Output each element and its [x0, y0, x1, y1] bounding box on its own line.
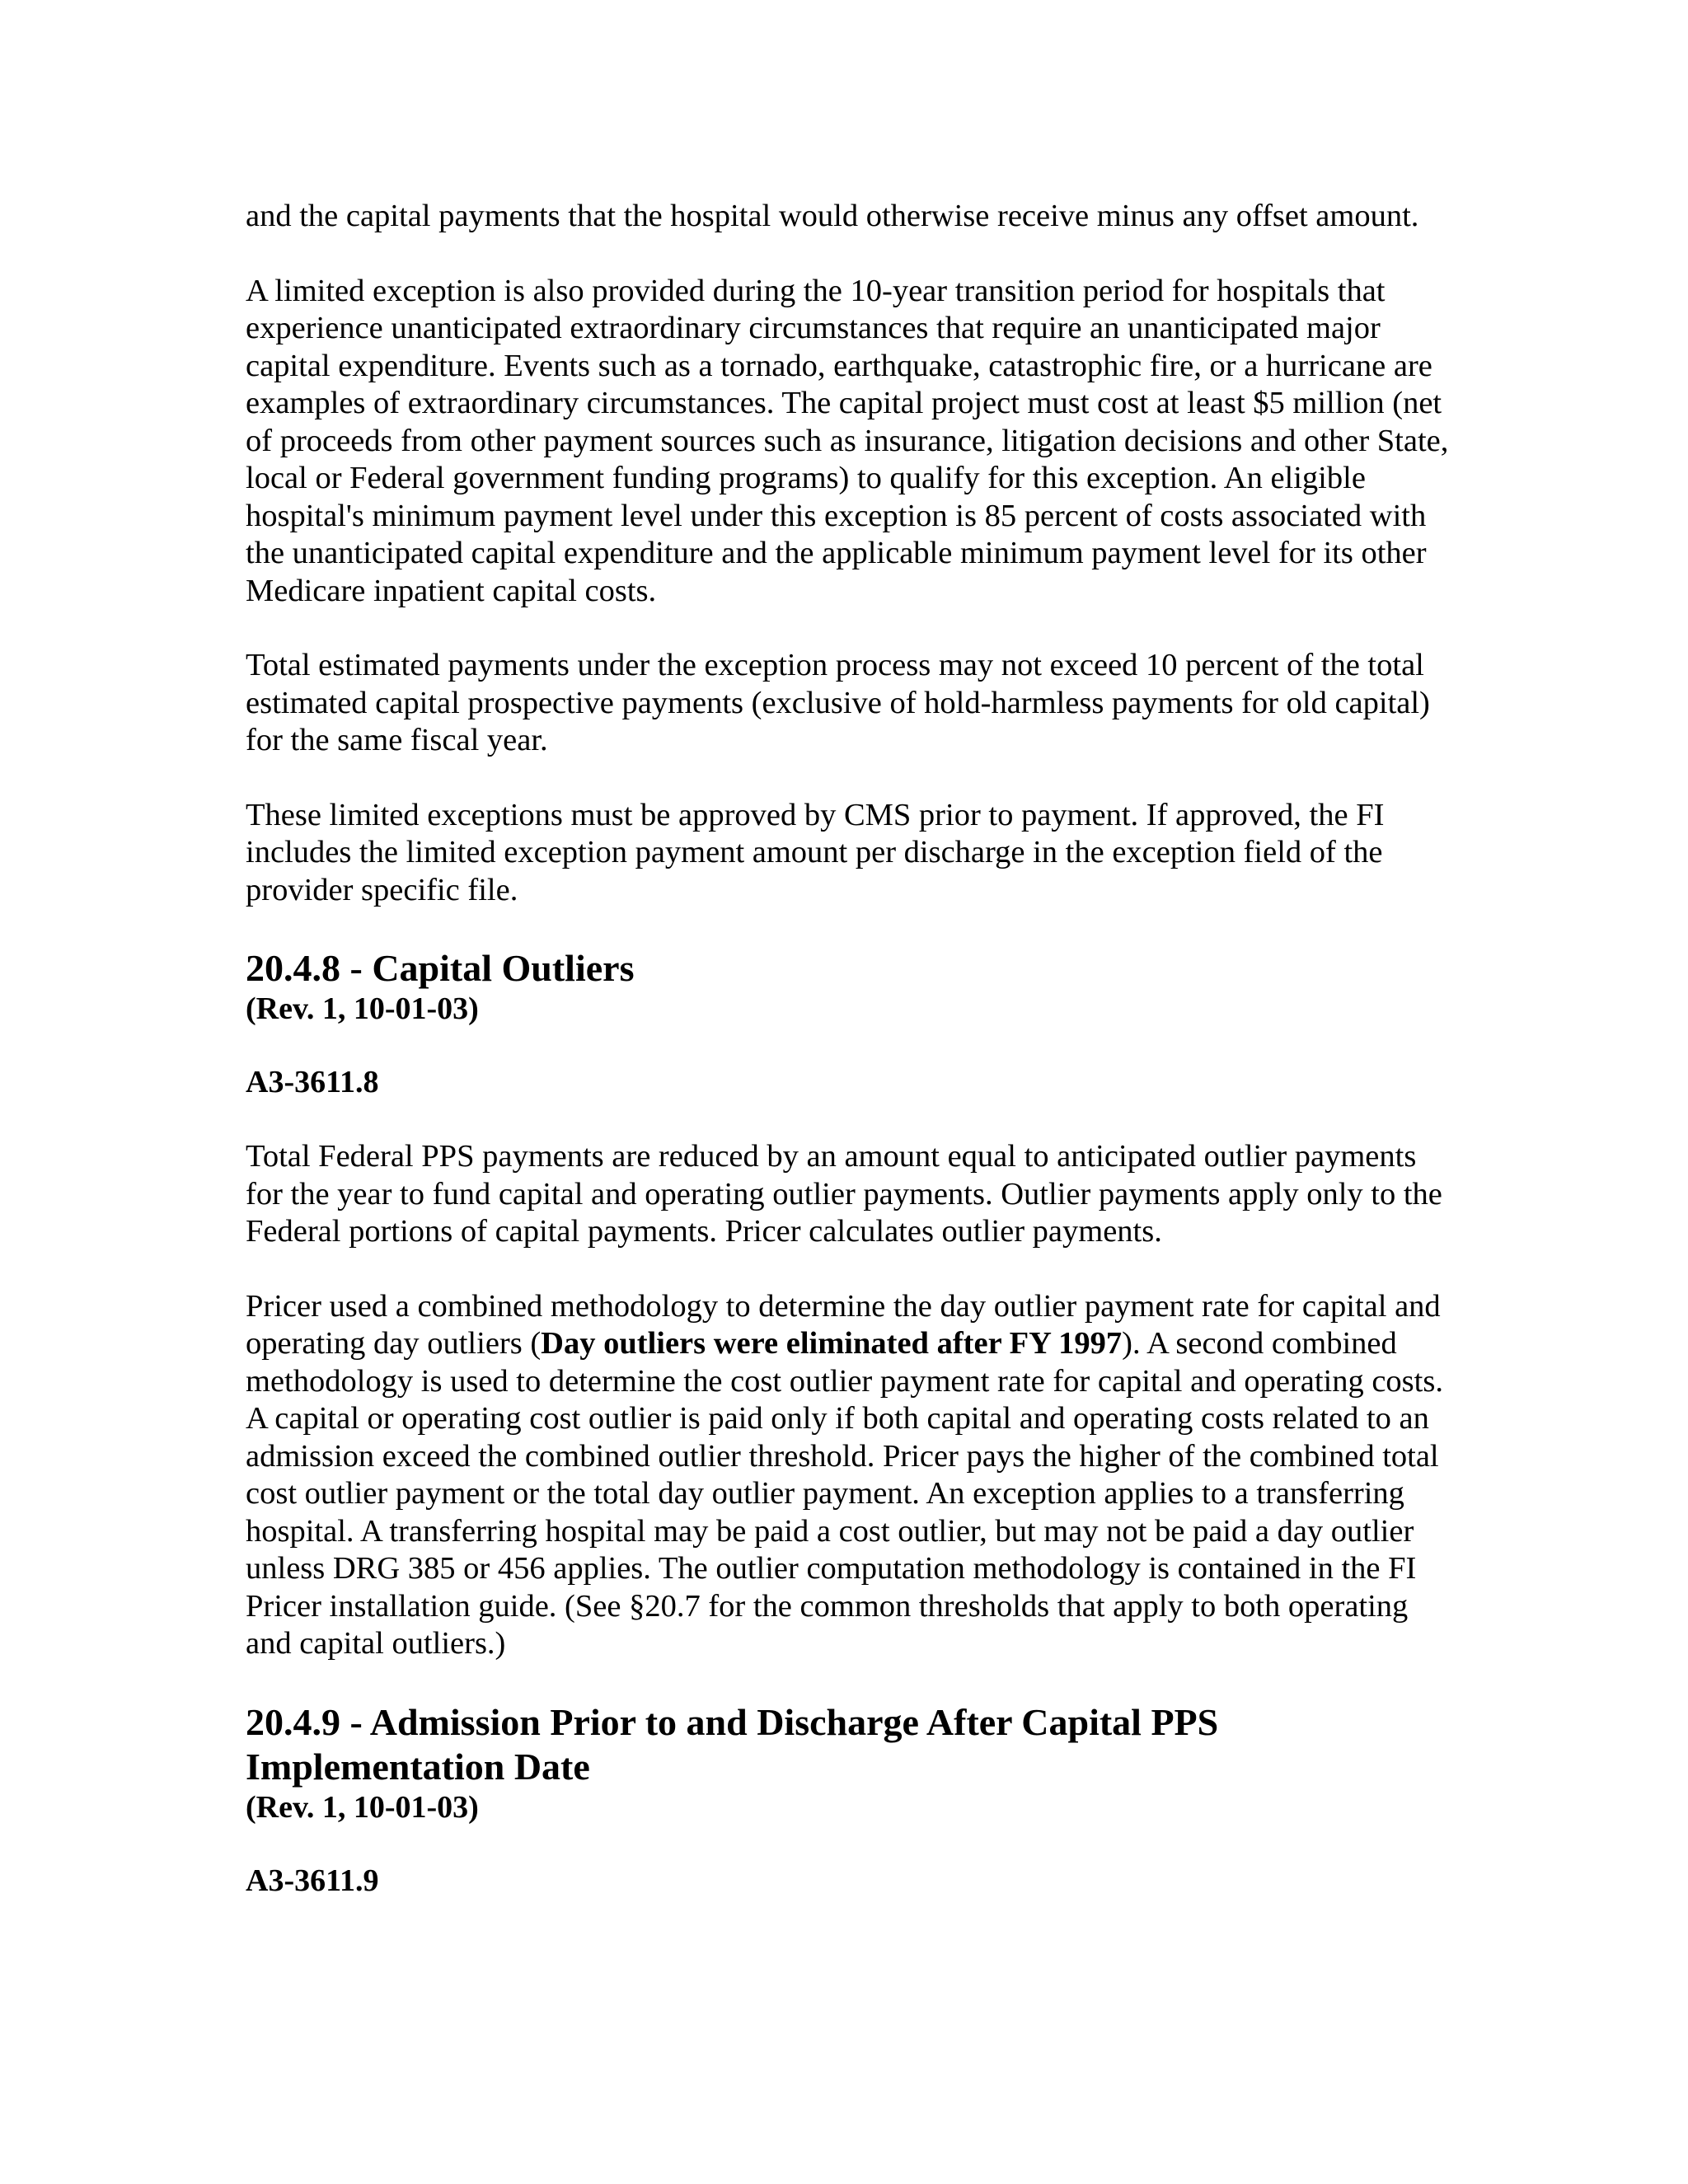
document-page [246, 198, 1449, 1937]
revision-note-2: (Rev. 1, 10-01-03) [246, 1789, 479, 1825]
manual-reference-2: A3-3611.9 [246, 1863, 379, 1898]
section-heading-admission-prior: 20.4.9 - Admission Prior to and Discharge After Capital PPS Implementation Date [246, 1700, 1219, 1788]
revision-note: (Rev. 1, 10-01-03) [246, 991, 479, 1026]
day-outliers-note: Day outliers were eliminated after FY 1997 [541, 1326, 1123, 1361]
pricer-text-rest: ). A second combined methodology is used to determine the cost outlier payment rate for capital and operating costs. A capital or operating cost outlier is paid only if both capital and operating costs related to an admission exceed the combined outlier threshold. Pricer pays the higher of the combined total cost outlier payment or the total day outlier payment. An exception applies to a transferring hospital. A transferring hospital may be paid a cost outlier, but may not be paid a day outlier unless DRG 385 or 456 applies. The outlier computation methodology is contained in the FI Pricer installation guide. (See §20.7 for the common thresholds that apply to both operating and capital outliers.) [246, 1326, 1443, 1661]
pricer-text-start: Pricer used a combined methodology to determine the day outlier payment rate for capital and operating day outliers ( [246, 1288, 1441, 1361]
manual-reference: A3-3611.8 [246, 1065, 379, 1099]
paragraph-cms-approval: These limited exceptions must be approved by CMS prior to payment. If approved, the FI includes the limited exception payment amount per discharge in the exception field of the provider specific file. [246, 797, 1385, 907]
paragraph-offset-amount: and the capital payments that the hospital would otherwise receive minus any offset amount. [246, 199, 1419, 233]
paragraph-federal-pps-outliers: Total Federal PPS payments are reduced by an amount equal to anticipated outlier payments for the year to fund capital and operating outlier payments. Outlier payments apply only to the Federal portions of capital payments. Pricer calculates outlier payments. [246, 1139, 1442, 1249]
section-heading-capital-outliers: 20.4.8 - Capital Outliers [246, 947, 635, 989]
paragraph-total-estimated-payments: Total estimated payments under the exception process may not exceed 10 percent of the total estimated capital prospective payments (exclusive of hold-harmless payments for old capital) for the same fiscal year. [246, 648, 1430, 757]
paragraph-limited-exception: A limited exception is also provided during the 10-year transition period for hospitals that experience unanticipated extraordinary circumstances that require an unanticipated major capital expenditure. Events such as a tornado, earthquake, catastrophic fire, or a hurricane are examples of extraordinary circumstances. The capital project must cost at least $5 million (net of proceeds from other payment sources such as insurance, litigation decisions and other State, local or Federal government funding programs) to qualify for this exception. An eligible hospital's minimum payment level under this exception is 85 percent of costs associated with the unanticipated capital expenditure and the applicable minimum payment level for its other Medicare inpatient capital costs. [246, 273, 1449, 608]
paragraph-pricer-methodology [246, 1288, 1449, 1663]
